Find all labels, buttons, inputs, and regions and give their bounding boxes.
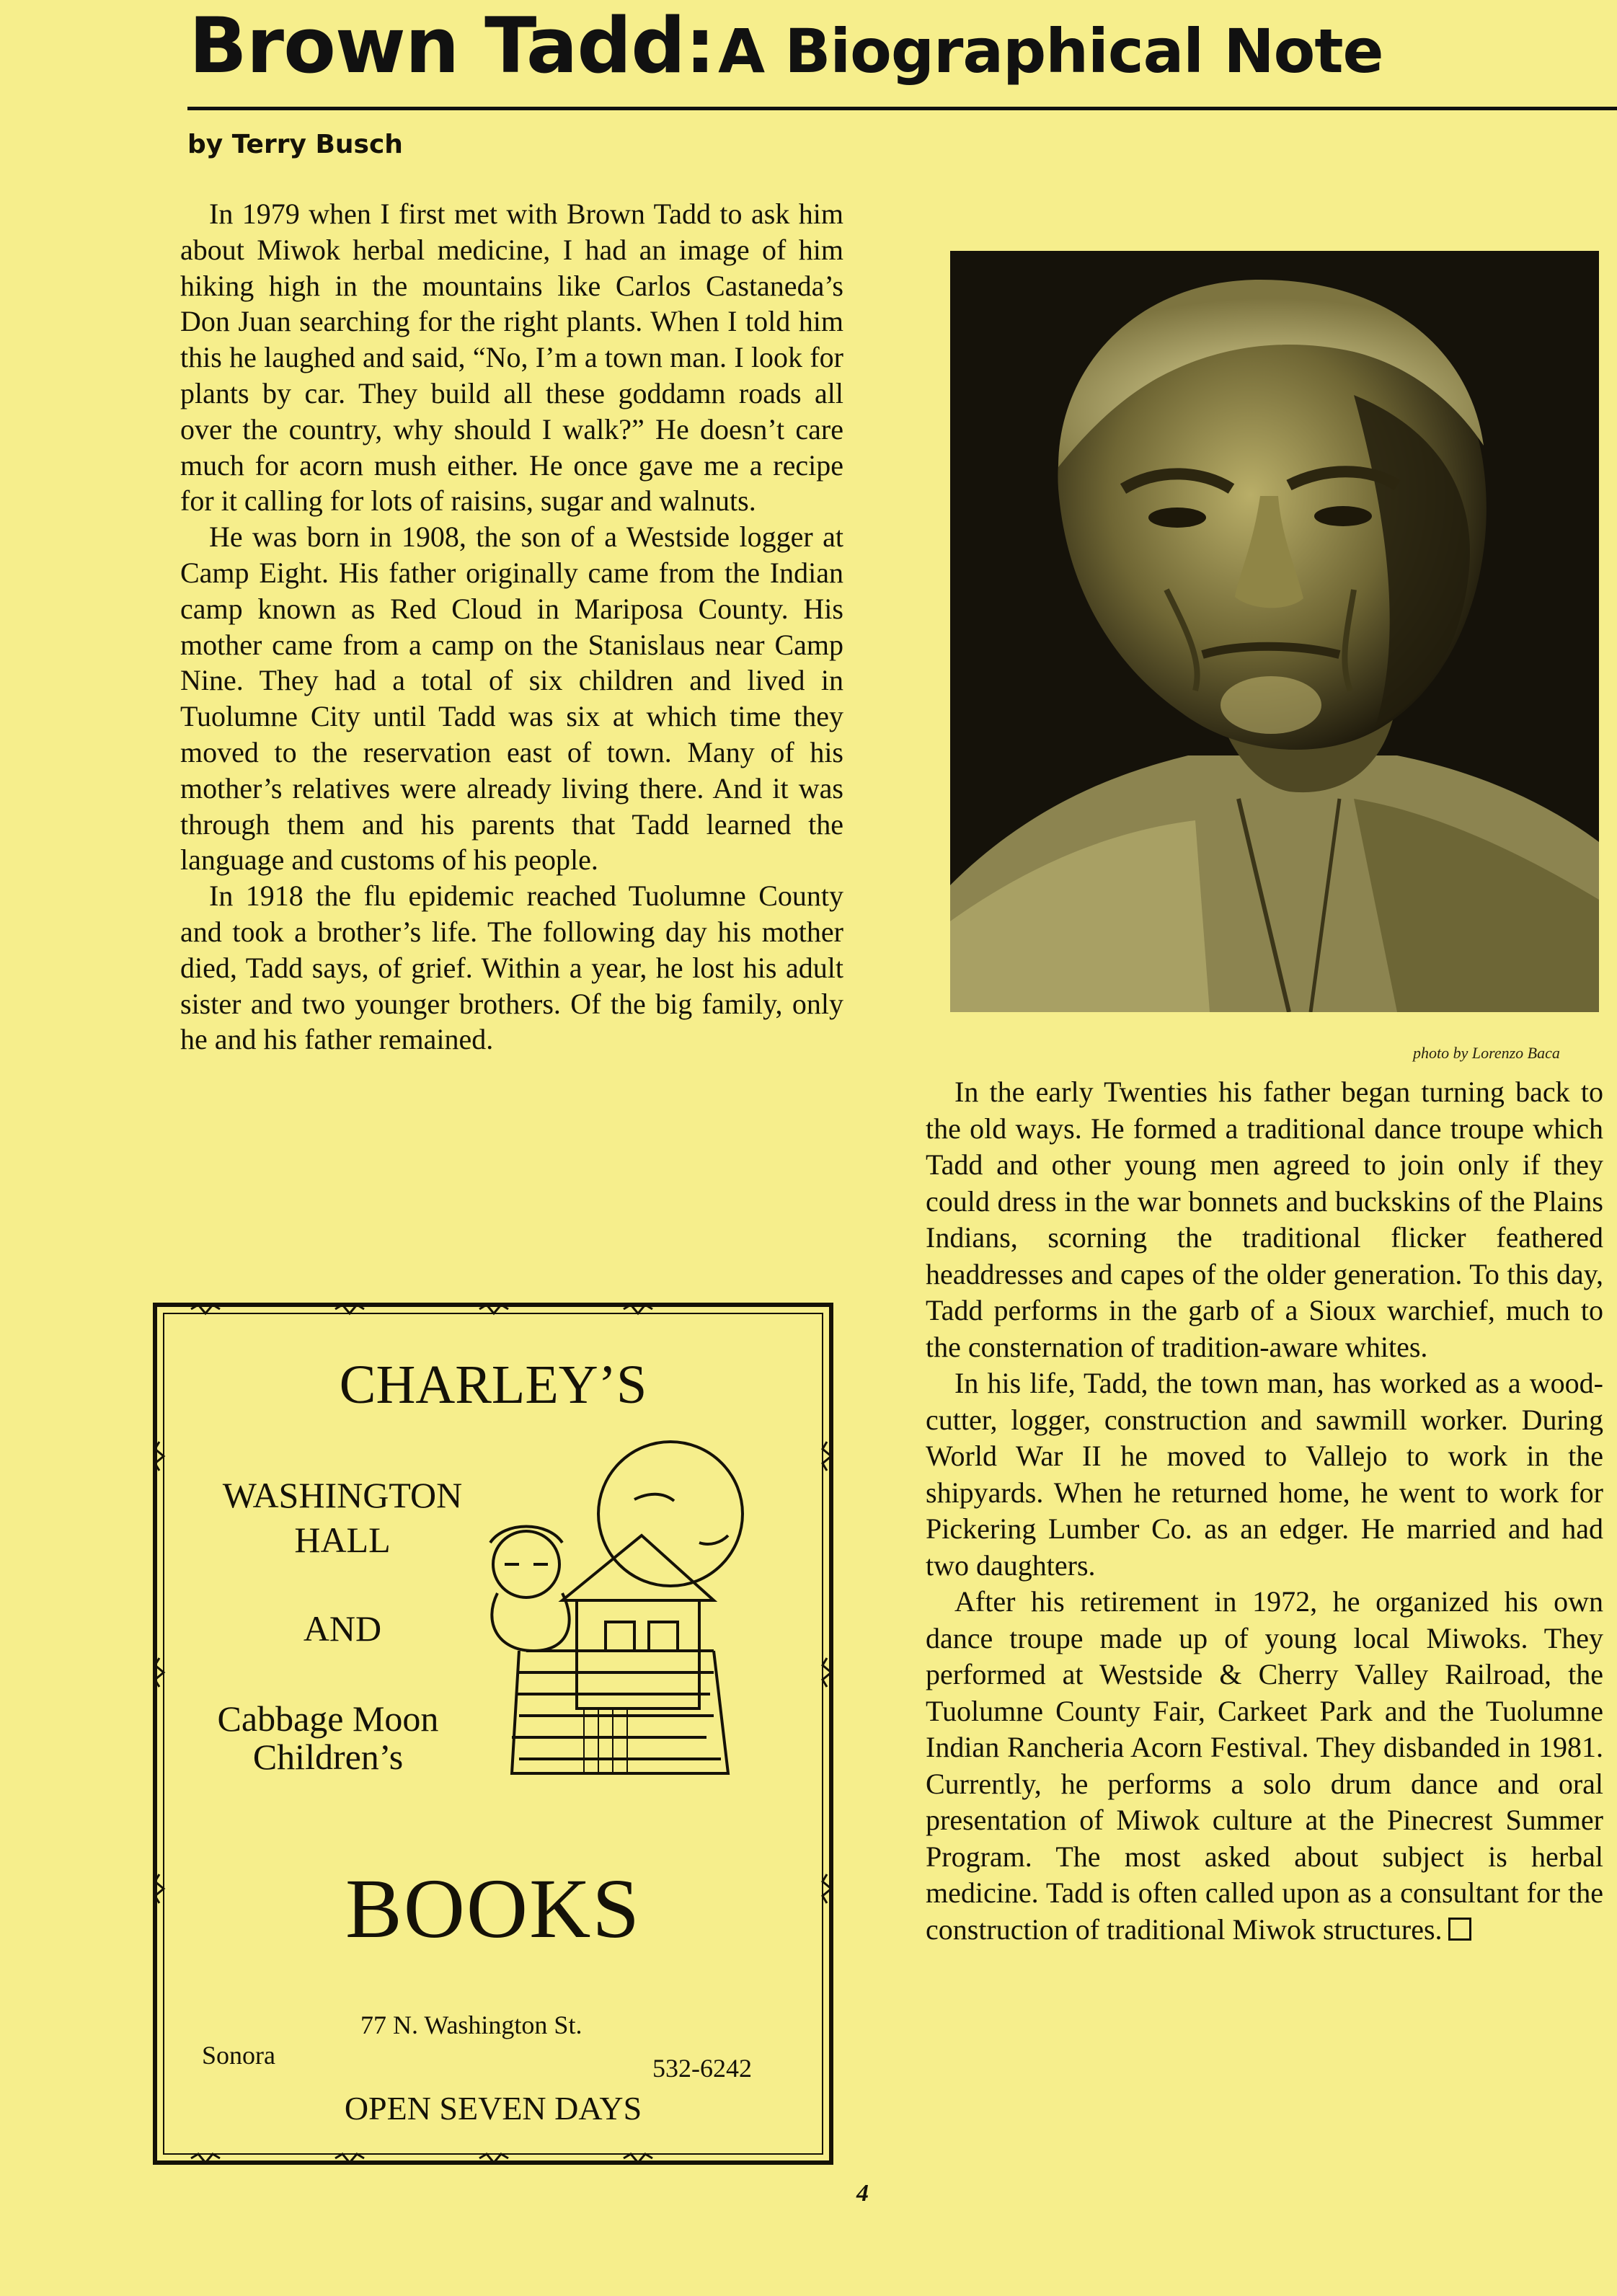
portrait-photo xyxy=(950,251,1599,1012)
paragraph: In 1918 the flu epidemic reached Tuolumne County and took a brother’s life. The following day his mother died, Tadd says, of grief. Within a year, he lost his adult sister and two younger brothers. Of the big family, only he and his father remained. xyxy=(180,879,843,1056)
ad-city: Sonora xyxy=(202,2041,275,2070)
byline: by Terry Busch xyxy=(187,130,403,159)
paragraph: In 1979 when I first met with Brown Tadd to ask him about Miwok herbal medicine, I had an image of him hiking high in the mountains like Carlos Castaneda’s Don Juan searching for the right plants. When I told him this he laughed and said, “No, I’m a town man. I look for plants by car. They build all these goddamn roads all over the country, why should I walk?” He doesn’t care much for acorn mush either. He once gave me a recipe for it calling for lots of raisins, sugar and walnuts. xyxy=(180,198,843,518)
bookstore-illustration xyxy=(454,1435,764,1781)
paragraph: In the early Twenties his father began turning back to the old ways. He formed a traditional dance troupe which Tadd and other young men agreed to join only if they could dress in the war bonnets and buckskins of the Plains Indians, scorning the traditional flicker feathered headdresses and capes of the older generation. To this day, Tadd performs in the garb of a Sioux warchief, much to the consternation of tradition-aware whites. xyxy=(926,1076,1603,1363)
ad-address: 77 N. Washington St. xyxy=(360,2011,582,2039)
end-mark-icon xyxy=(1448,1918,1471,1941)
title-sub: A Biographical Note xyxy=(718,16,1383,87)
ad-books: BOOKS xyxy=(345,1861,641,1956)
article-title xyxy=(189,1,1383,90)
ad-phone: 532-6242 xyxy=(652,2054,752,2083)
title-main: Brown Tadd: xyxy=(189,1,715,90)
paragraph xyxy=(926,1584,1603,1948)
ad-line-washington: WASHINGTON xyxy=(222,1475,463,1515)
photo-credit: photo by Lorenzo Baca xyxy=(1413,1044,1560,1062)
paragraph: He was born in 1908, the son of a Westside logger at Camp Eight. His father originally came from the Indian camp known as Red Cloud in Mariposa County. His mother came from a camp on the Stanislaus near Camp Nine. They had a total of six children and lived in Tuolumne City until Tadd was six at which time they moved to the reservation east of town. Many of his mother’s relatives were already living there. And it was through them and his parents that Tadd learned the language and customs of his people. xyxy=(180,520,843,877)
ad-line-and: AND xyxy=(303,1608,382,1649)
ad-store-name: CHARLEY’S xyxy=(339,1355,647,1415)
title-rule xyxy=(187,107,1617,110)
paragraph: In his life, Tadd, the town man, has worked as a wood-cutter, logger, construction and sawmill worker. During World War II he moved to Vallejo to work in the shipyards. When he returned home, he went to work for Pickering Lumber Co. as an edger. He married and had two daughters. xyxy=(926,1367,1603,1582)
ad-line-cabbage-moon: Cabbage Moon xyxy=(217,1698,439,1739)
article-column-right xyxy=(926,1074,1603,1948)
ad-line-hall: HALL xyxy=(294,1520,391,1560)
bookstore-advertisement xyxy=(148,1298,838,2170)
ad-line-childrens: Children’s xyxy=(252,1737,404,1777)
paragraph-text: After his retirement in 1972, he organized his own dance troupe made up of young local Miwoks. They performed at Westside & Cherry Valley Railroad, the Tuolumne County Fair, Carkeet Park and the Tuolumne Indian Rancheria Acorn Festival. They disbanded in 1981. Currently, he performs a solo drum dance and oral presentation of Miwok culture at the Pinecrest Summer Program. The most asked about subject is herbal medicine. Tadd is often called upon as a consultant for the construction of traditional Miwok structures. xyxy=(926,1585,1603,1946)
page-number: 4 xyxy=(856,2180,869,2207)
ad-hours: OPEN SEVEN DAYS xyxy=(344,2090,642,2127)
article-column-left xyxy=(180,196,843,1058)
